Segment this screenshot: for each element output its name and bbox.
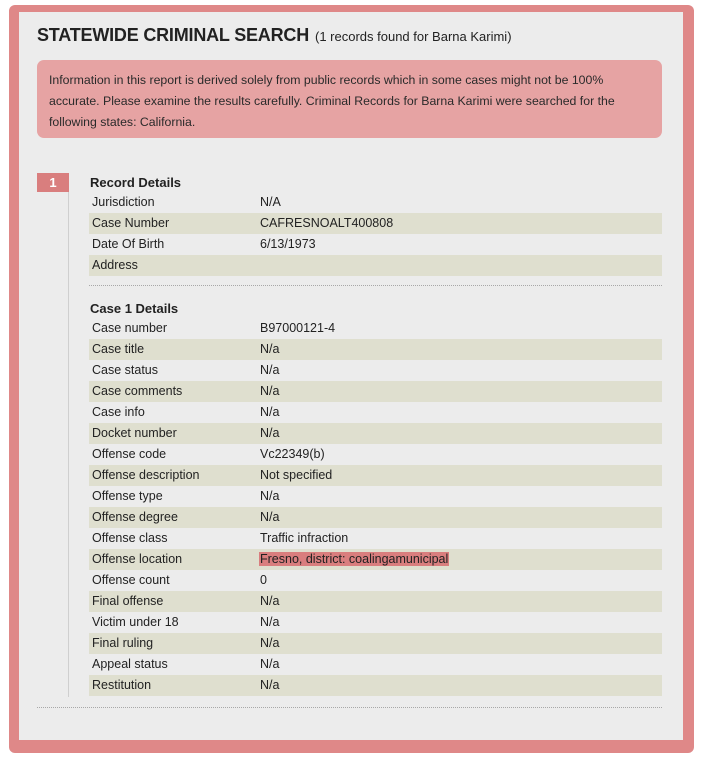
case-details-table — [89, 318, 662, 696]
highlighted-value: Fresno, district: coalingamunicipal — [260, 552, 449, 566]
table-row — [89, 549, 662, 570]
table-row — [89, 234, 662, 255]
row-label: Case number — [92, 321, 168, 335]
table-row — [89, 339, 662, 360]
row-value: N/A — [260, 195, 281, 209]
row-value — [260, 549, 662, 570]
table-row — [89, 507, 662, 528]
case-details-title: Case 1 Details — [90, 301, 179, 316]
disclaimer-text: Information in this report is derived solely from public records which in some cases might not be 100% accurate. Please examine the results carefully. Criminal Records for Barna Karimi were searched for the following states: California. — [49, 73, 615, 129]
table-row — [89, 465, 662, 486]
row-label: Offense description — [92, 468, 200, 482]
records-found-count: (1 records found for Barna Karimi) — [315, 29, 512, 44]
record-details-section — [89, 174, 662, 286]
table-row — [89, 444, 662, 465]
row-value: N/a — [260, 405, 280, 419]
row-label: Offense type — [92, 489, 163, 503]
row-label: Restitution — [92, 678, 152, 692]
row-label: Appeal status — [92, 657, 168, 671]
row-label: Offense degree — [92, 510, 178, 524]
row-label: Date Of Birth — [92, 237, 165, 251]
bottom-separator — [37, 707, 662, 708]
record-divider-line — [68, 192, 69, 697]
row-label: Docket number — [92, 426, 177, 440]
row-value: B97000121-4 — [260, 321, 336, 335]
row-label: Case info — [92, 405, 145, 419]
table-row — [89, 570, 662, 591]
row-value — [260, 255, 662, 276]
table-row — [89, 360, 662, 381]
record-details-title: Record Details — [90, 175, 182, 190]
row-label: Offense count — [92, 573, 170, 587]
row-value: N/a — [260, 678, 280, 692]
row-label: Offense location — [92, 552, 183, 566]
row-value: N/a — [260, 384, 280, 398]
row-value: 6/13/1973 — [260, 237, 316, 251]
row-label: Address — [92, 258, 138, 272]
row-label: Final ruling — [92, 636, 154, 650]
section-separator — [89, 285, 662, 286]
page-title: STATEWIDE CRIMINAL SEARCH — [37, 25, 309, 45]
row-value: N/a — [260, 489, 280, 503]
row-label: Offense code — [92, 447, 167, 461]
table-row — [89, 612, 662, 633]
row-value: Vc22349(b) — [260, 447, 325, 461]
record-number-badge: 1 — [37, 173, 69, 192]
table-row — [89, 591, 662, 612]
table-row — [89, 528, 662, 549]
table-row — [89, 654, 662, 675]
disclaimer-notice — [37, 60, 662, 138]
row-value: N/a — [260, 636, 280, 650]
row-value: N/a — [260, 510, 280, 524]
table-row — [89, 213, 662, 234]
table-row — [89, 486, 662, 507]
row-label: Jurisdiction — [92, 195, 155, 209]
row-value: N/a — [260, 657, 280, 671]
row-label: Victim under 18 — [92, 615, 179, 629]
case-details-section — [89, 300, 662, 696]
table-row — [89, 402, 662, 423]
record-details-table — [89, 192, 662, 276]
row-value: N/a — [260, 363, 280, 377]
row-value: N/a — [260, 426, 280, 440]
table-row — [89, 381, 662, 402]
row-value: Traffic infraction — [260, 531, 349, 545]
table-row — [89, 255, 662, 276]
row-value: N/a — [260, 615, 280, 629]
row-value: Not specified — [260, 468, 333, 482]
row-label: Offense class — [92, 531, 168, 545]
row-label: Case comments — [92, 384, 183, 398]
row-value: 0 — [260, 573, 267, 587]
row-label: Final offense — [92, 594, 164, 608]
row-value: N/a — [260, 594, 280, 608]
table-row — [89, 318, 662, 339]
row-label: Case status — [92, 363, 159, 377]
table-row — [89, 675, 662, 696]
row-value: N/a — [260, 342, 280, 356]
table-row — [89, 423, 662, 444]
row-value: CAFRESNOALT400808 — [260, 216, 394, 230]
section-header — [37, 25, 512, 49]
row-label: Case Number — [92, 216, 170, 230]
table-row — [89, 633, 662, 654]
table-row — [89, 192, 662, 213]
row-label: Case title — [92, 342, 145, 356]
